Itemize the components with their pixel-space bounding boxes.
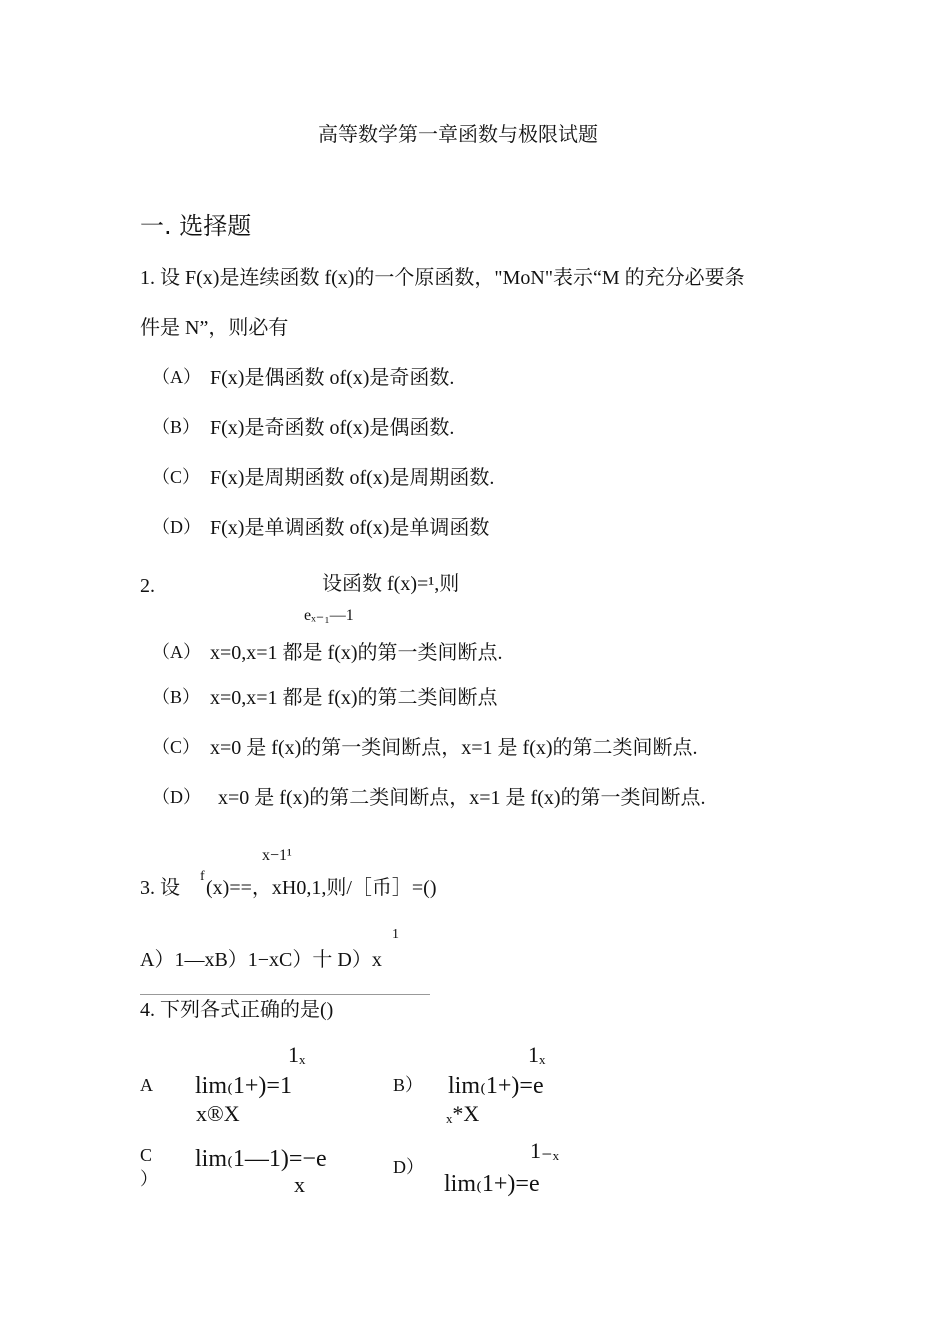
q1-option-a-label: （A） [152,367,201,387]
q1-option-c-label: （C） [152,467,201,487]
q4-option-a-label: A [140,1075,153,1095]
q2-option-d-label: （D） [152,787,201,807]
q2-stem: 设函数 f(x)=¹,则 [322,573,460,595]
q2-denominator: eₓ₋₁—1 [304,607,354,624]
q4-option-c-label: C [140,1145,153,1165]
section-heading: 一. 选择题 [140,212,252,240]
q3-f-superscript: f [200,869,205,884]
q4-option-b-formula: lim₍1+)=e [448,1073,544,1099]
q4-option-d-label: D） [393,1157,424,1177]
q1-stem-line2: 件是 N”，则必有 [140,317,289,339]
q3-options: A）1—xB）1−xC）十 D）x [140,949,382,971]
q4-option-b-bottom: ₓ*X [446,1101,480,1126]
q2-option-a-label: （A） [152,642,201,662]
q1-option-b-label: （B） [152,417,201,437]
q2-option-a-text: x=0,x=1 都是 f(x)的第一类间断点. [210,642,503,664]
q4-option-a-formula: lim₍1+)=1 [195,1073,292,1099]
q4-option-c-formula: lim₍1—1)=−e [195,1146,327,1172]
q2-option-c-label: （C） [152,737,201,757]
q4-option-b-label: B） [393,1075,424,1095]
q4-option-d-formula: lim₍1+)=e [444,1171,540,1197]
q2-option-b-text: x=0,x=1 都是 f(x)的第二类间断点 [210,687,498,709]
q2-option-d-text: x=0 是 f(x)的第二类间断点，x=1 是 f(x)的第一类间断点. [218,787,706,809]
q2-option-b-label: （B） [152,687,201,707]
q4-option-a-top: 1ₓ [288,1042,306,1067]
q1-option-b-text: F(x)是奇函数 of(x)是偶函数. [210,417,455,439]
q4-option-a-bottom: x®X [196,1101,240,1126]
q4-stem: 4. 下列各式正确的是() [140,999,334,1021]
q3-stem-rest: (x)==，xH0,1,则/［币］=() [206,877,437,899]
q1-option-d-label: （D） [152,517,201,537]
q1-stem-line1: 1. 设 F(x)是连续函数 f(x)的一个原函数，"MoN"表示“M 的充分必要条 [140,267,745,289]
q3-top-expression: x−1¹ [262,847,292,864]
q2-option-c-text: x=0 是 f(x)的第一类间断点，x=1 是 f(x)的第二类间断点. [210,737,698,759]
page-title: 高等数学第一章函数与极限试题 [318,122,598,146]
q3-superscript-one: 1 [392,927,399,942]
q3-stem-prefix: 3. 设 [140,877,180,899]
q2-number: 2. [140,575,155,597]
q4-option-c-label-paren: ） [140,1169,158,1189]
q4-option-b-top: 1ₓ [528,1042,546,1067]
q1-option-a-text: F(x)是偶函数 of(x)是奇函数. [210,367,455,389]
divider-line [140,994,430,995]
q1-option-d-text: F(x)是单调函数 of(x)是单调函数 [210,517,490,539]
q4-option-c-bottom: x [294,1172,305,1197]
q4-option-d-top: 1₋ₓ [530,1138,559,1163]
q1-option-c-text: F(x)是周期函数 of(x)是周期函数. [210,467,495,489]
